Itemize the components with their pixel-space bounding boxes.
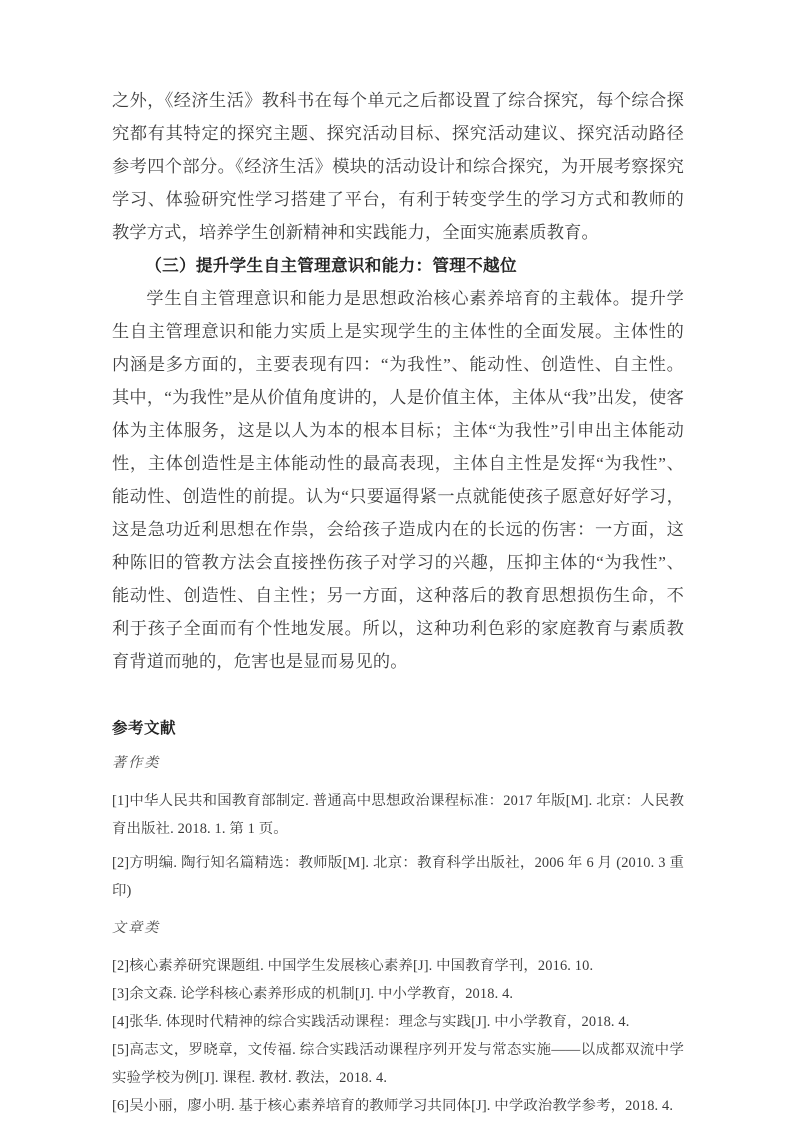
reference-item: [1]中华人民共和国教育部制定. 普通高中思想政治课程标准：2017 年版[M]. 北京：人民教育出版社. 2018. 1. 第 1 页。 (112, 793, 684, 837)
page-content (112, 84, 684, 1120)
references-section (112, 714, 684, 1120)
reference-item: [5]高志文，罗晓章，文传福. 综合实践活动课程序列开发与常态实施——以成都双流中学实验学校为例[J]. 课程. 教材. 教法，2018. 4. (112, 1042, 684, 1086)
reference-item: [2]方明编. 陶行知名篇精选：教师版[M]. 北京：教育科学出版社，2006 年 6 月 (2010. 3 重印) (112, 855, 684, 899)
references-group-books (112, 750, 684, 905)
references-category-label: 文章类 (112, 921, 161, 936)
reference-item: [3]余文森. 论学科核心素养形成的机制[J]. 中小学教育，2018. 4. (112, 986, 514, 1002)
references-heading: 参考文献 (112, 720, 177, 737)
references-category-label: 著作类 (112, 756, 161, 771)
section-heading-student-autonomy: （三）提升学生自主管理意识和能力：管理不越位 (145, 256, 517, 275)
reference-item: [6]吴小丽，廖小明. 基于核心素养培育的教师学习共同体[J]. 中学政治教学参考，2018. 4. (112, 1098, 674, 1114)
references-group-articles (112, 915, 684, 1120)
reference-item: [4]张华. 体现时代精神的综合实践活动课程：理念与实践[J]. 中小学教育，2018. 4. (112, 1014, 630, 1030)
reference-item: [2]核心素养研究课题组. 中国学生发展核心素养[J]. 中国教育学刊，2016. 10. (112, 958, 594, 974)
spacer (112, 905, 684, 915)
paragraph-student-autonomy: 学生自主管理意识和能力是思想政治核心素养培育的主载体。提升学生自主管理意识和能力实质上是实现学生的主体性的全面发展。主体性的内涵是多方面的，主要表现有四：“为我性”、能动性、创造性、自主性。其中，“为我性”是从价值角度讲的，人是价值主体，主体从“我”出发，使客体为主体服务，这是以人为本的根本目标；主体“为我性”引申出主体能动性，主体创造性是主体能动性的最高表现，主体自主性是发挥“为我性”、能动性、创造性的前提。认为“只要逼得紧一点就能使孩子愿意好好学习，这是急功近利思想在作祟，会给孩子造成内在的长远的伤害：一方面，这种陈旧的管教方法会直接挫伤孩子对学习的兴趣，压抑主体的“为我性”、能动性、创造性、自主性；另一方面，这种落后的教育思想损伤生命，不利于孩子全面而有个性地发展。所以，这种功利色彩的家庭教育与素质教育背道而驰的，危害也是显而易见的。 (112, 289, 684, 671)
paragraph-comprehensive-inquiry: 之外，《经济生活》教科书在每个单元之后都设置了综合探究，每个综合探究都有其特定的探究主题、探究活动目标、探究活动建议、探究活动路径参考四个部分。《经济生活》模块的活动设计和综合探究，为开展考察探究学习、体验研究性学习搭建了平台，有利于转变学生的学习方式和教师的教学方式，培养学生创新精神和实践能力，全面实施素质教育。 (112, 91, 684, 242)
